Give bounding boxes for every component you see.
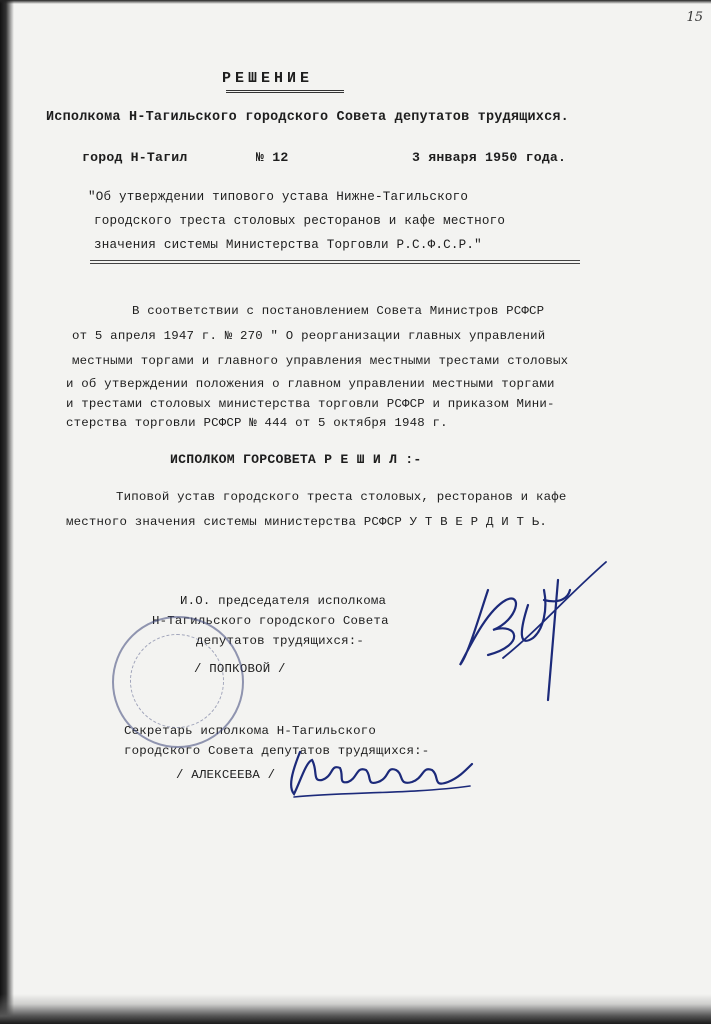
signatory2-line: городского Совета депутатов трудящихся:- (124, 744, 430, 758)
subject-line: значения системы Министерства Торговли Р.С.Ф.С.Р." (94, 238, 482, 252)
preamble-line: и об утверждении положения о главном управлении местными торгами (66, 377, 555, 391)
signatory1-line: И.О. председателя исполкома (180, 594, 387, 608)
official-stamp (112, 616, 244, 748)
preamble-line: В соответствии с постановлением Совета Министров РСФСР (132, 304, 545, 318)
decision-line: Типовой устав городского треста столовых, ресторанов и кафе (116, 490, 567, 504)
subject-line: "Об утверждении типового устава Нижне-Тагильского (88, 190, 469, 204)
scan-edge-bottom (0, 994, 711, 1024)
signatory2-line: Секретарь исполкома Н-Тагильского (124, 724, 376, 738)
title-underline (226, 90, 344, 93)
preamble-line: местными торгами и главного управления местными трестами столовых (72, 354, 569, 368)
preamble-line: от 5 апреля 1947 г. № 270 " О реорганизации главных управлений (72, 329, 546, 343)
preamble-line: стерства торговли РСФСР № 444 от 5 октября 1948 г. (66, 416, 448, 430)
scan-edge-top (0, 0, 711, 4)
preamble-line: и трестами столовых министерства торговли РСФСР и приказом Мини- (66, 397, 555, 411)
signature-1 (448, 560, 608, 705)
issuer-line: Исполкома Н-Тагильского городского Совета депутатов трудящихся. (46, 110, 569, 125)
subject-underline (90, 260, 580, 264)
document-title: РЕШЕНИЕ (222, 70, 314, 87)
resolved-heading: ИСПОЛКОМ ГОРСОВЕТА Р Е Ш И Л :- (170, 452, 422, 467)
signatory1-line: депутатов трудящихся:- (196, 634, 364, 648)
decision-date: 3 января 1950 года. (412, 150, 567, 165)
decision-number: № 12 (256, 150, 289, 165)
decision-line: местного значения системы министерства РСФСР У Т В Е Р Д И Т Ь. (66, 515, 548, 529)
page-number: 15 (686, 10, 703, 25)
signatory1-name: / ПОПКОВОЙ / (194, 662, 286, 676)
stamp-inner-ring (130, 634, 224, 728)
signatory1-line: Н-Тагильского городского Совета (152, 614, 389, 628)
city: город Н-Тагил (82, 150, 188, 165)
subject-line: городского треста столовых ресторанов и кафе местного (94, 214, 506, 228)
scan-edge-left (0, 0, 14, 1024)
signatory2-name: / АЛЕКСЕЕВА / (176, 768, 276, 782)
signature-2 (282, 742, 482, 804)
